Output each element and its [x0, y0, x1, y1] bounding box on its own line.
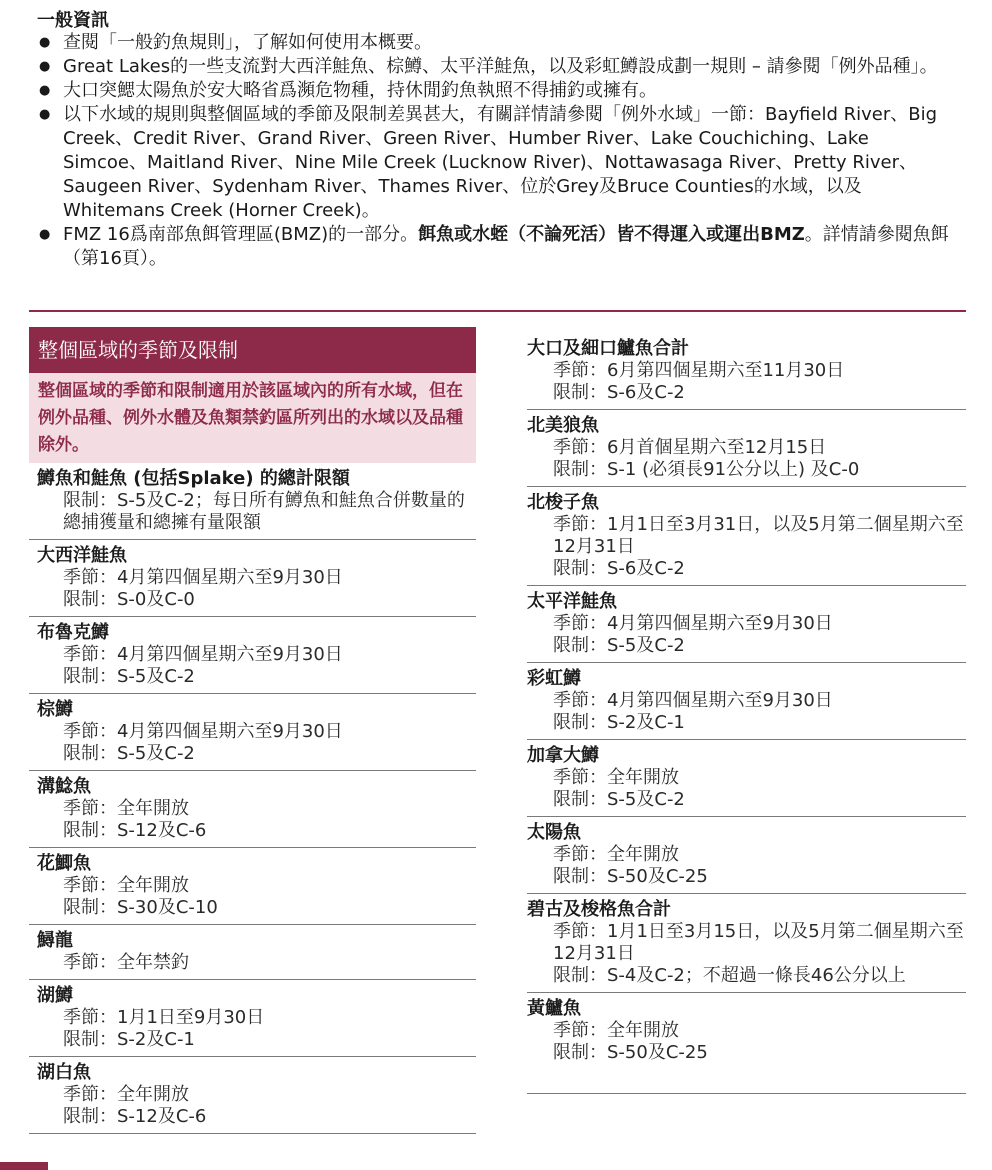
general-info-title: 一般資訊 [37, 10, 109, 31]
species-limit: 限制：S-5及C-2 [63, 666, 195, 687]
species-block [29, 771, 476, 848]
fmz-note-text: FMZ 16爲南部魚餌管理區(BMZ)的一部分。 [63, 224, 419, 245]
species-name: 彩虹鱒 [527, 668, 581, 689]
species-season: 季節：1月1日至9月30日 [63, 1007, 265, 1028]
species-block [29, 980, 476, 1057]
fmz-note-bold: 餌魚或水蛭（不論死活）皆不得運入或運出BMZ [418, 224, 805, 245]
page-corner-mark [0, 1162, 48, 1170]
species-limit: 限制：S-5及C-2 [553, 635, 685, 656]
species-name: 太平洋鮭魚 [527, 591, 617, 612]
section-divider [29, 310, 966, 312]
species-block [29, 925, 476, 980]
species-name: 大西洋鮭魚 [37, 545, 127, 566]
species-season: 季節：6月首個星期六至12月15日 [553, 437, 827, 458]
species-block [29, 540, 476, 617]
species-block [527, 333, 966, 410]
species-block [527, 740, 966, 817]
species-name: 黃鱸魚 [527, 998, 581, 1019]
general-info-list [37, 31, 957, 271]
species-block [527, 894, 966, 993]
species-name: 花鯽魚 [37, 853, 91, 874]
bullet-general-rules: ● 查閱「一般釣魚規則」，了解如何使用本概要。 [37, 31, 957, 55]
bullet-fmz-bait [37, 223, 957, 271]
left-column [29, 327, 476, 1134]
species-limit: 限制：S-12及C-6 [63, 1106, 207, 1127]
bullet-exception-waters: ● 以下水域的規則與整個區域的季節及限制差異甚大，有關詳情請參閱「例外水域」一節：Bayfield River、Big Creek、Credit River、Grand River、Green River、Humber River、Lake Couchiching、Lake Simcoe、Maitland River、Nine Mile Creek (Lucknow River)、Nottawasaga River、Pretty River、Saugeen River、Sydenham River、Thames River、位於Grey及Bruce Counties的水域，以及Whitemans Creek (Horner Creek)。 [37, 103, 957, 223]
species-block [527, 663, 966, 740]
species-name: 溝鯰魚 [37, 776, 91, 797]
section-header: 整個區域的季節及限制 [29, 327, 476, 373]
species-season: 季節：4月第四個星期六至9月30日 [63, 567, 343, 588]
species-block [29, 463, 476, 540]
species-season: 季節：全年開放 [63, 798, 189, 819]
species-limit: 限制：S-5及C-2 [553, 789, 685, 810]
species-limit: 限制：S-50及C-25 [553, 1042, 708, 1063]
species-block [527, 410, 966, 487]
species-limit: 限制：S-1 (必須長91公分以上) 及C-0 [553, 459, 860, 480]
species-name: 鱘龍 [37, 930, 73, 951]
species-limit: 限制：S-0及C-0 [63, 589, 195, 610]
species-block [527, 586, 966, 663]
species-name: 大口及細口鱸魚合計 [527, 338, 689, 359]
species-limit: 限制：S-2及C-1 [553, 712, 685, 733]
bullet-endangered-sunfish: ● 大口突鰓太陽魚於安大略省爲瀕危物種，持休閒釣魚執照不得捕釣或擁有。 [37, 79, 957, 103]
right-column [527, 333, 966, 1094]
species-limit: 限制：S-4及C-2；不超過一條長46公分以上 [553, 965, 906, 986]
species-name: 碧古及梭格魚合計 [527, 899, 671, 920]
species-name: 湖鱒 [37, 985, 73, 1006]
section-notice: 整個區域的季節和限制適用於該區域內的所有水域，但在例外品種、例外水體及魚類禁釣區所列出的水域以及品種除外。 [29, 373, 476, 463]
species-block [527, 487, 966, 586]
species-block [29, 848, 476, 925]
species-block [527, 993, 966, 1094]
species-season: 季節：全年開放 [553, 844, 679, 865]
species-season: 季節：全年開放 [553, 767, 679, 788]
species-block [29, 1057, 476, 1134]
species-season: 季節：4月第四個星期六至9月30日 [63, 644, 343, 665]
species-name: 北梭子魚 [527, 492, 599, 513]
species-limit: 限制：S-50及C-25 [553, 866, 708, 887]
species-limit: 限制：S-5及C-2 [63, 743, 195, 764]
species-name: 鱒魚和鮭魚 (包括Splake) 的總計限額 [37, 468, 350, 489]
species-name: 北美狼魚 [527, 415, 599, 436]
species-limit: 限制：S-6及C-2 [553, 382, 685, 403]
species-season: 季節：全年開放 [63, 1084, 189, 1105]
species-name: 加拿大鱒 [527, 745, 599, 766]
species-season: 季節：1月1日至3月15日，以及5月第二個星期六至12月31日 [553, 921, 964, 964]
species-block [29, 694, 476, 771]
species-season: 季節：4月第四個星期六至9月30日 [63, 721, 343, 742]
species-season: 季節：6月第四個星期六至11月30日 [553, 360, 845, 381]
species-name: 湖白魚 [37, 1062, 91, 1083]
species-limit: 限制：S-12及C-6 [63, 820, 207, 841]
bullet-great-lakes: ● Great Lakes的一些支流對大西洋鮭魚、棕鱒、太平洋鮭魚，以及彩虹鱒設成劃一規則 – 請參閱「例外品種」。 [37, 55, 957, 79]
species-limit: 限制：S-2及C-1 [63, 1029, 195, 1050]
species-block [527, 817, 966, 894]
species-name: 棕鱒 [37, 699, 73, 720]
species-season: 季節：全年禁釣 [63, 952, 189, 973]
species-season: 季節：4月第四個星期六至9月30日 [553, 613, 833, 634]
species-block [29, 617, 476, 694]
fmz-note-end: 。詳情請參閱魚餌（第16頁）。 [63, 224, 949, 269]
species-limit: 限制：S-5及C-2；每日所有鱒魚和鮭魚合併數量的總捕獲量和總擁有量限額 [63, 490, 465, 533]
species-limit: 限制：S-6及C-2 [553, 558, 685, 579]
species-season: 季節：1月1日至3月31日，以及5月第二個星期六至12月31日 [553, 514, 964, 557]
species-season: 季節：全年開放 [63, 875, 189, 896]
species-limit: 限制：S-30及C-10 [63, 897, 218, 918]
species-name: 太陽魚 [527, 822, 581, 843]
species-name: 布魯克鱒 [37, 622, 109, 643]
species-season: 季節：4月第四個星期六至9月30日 [553, 690, 833, 711]
species-season: 季節：全年開放 [553, 1020, 679, 1041]
